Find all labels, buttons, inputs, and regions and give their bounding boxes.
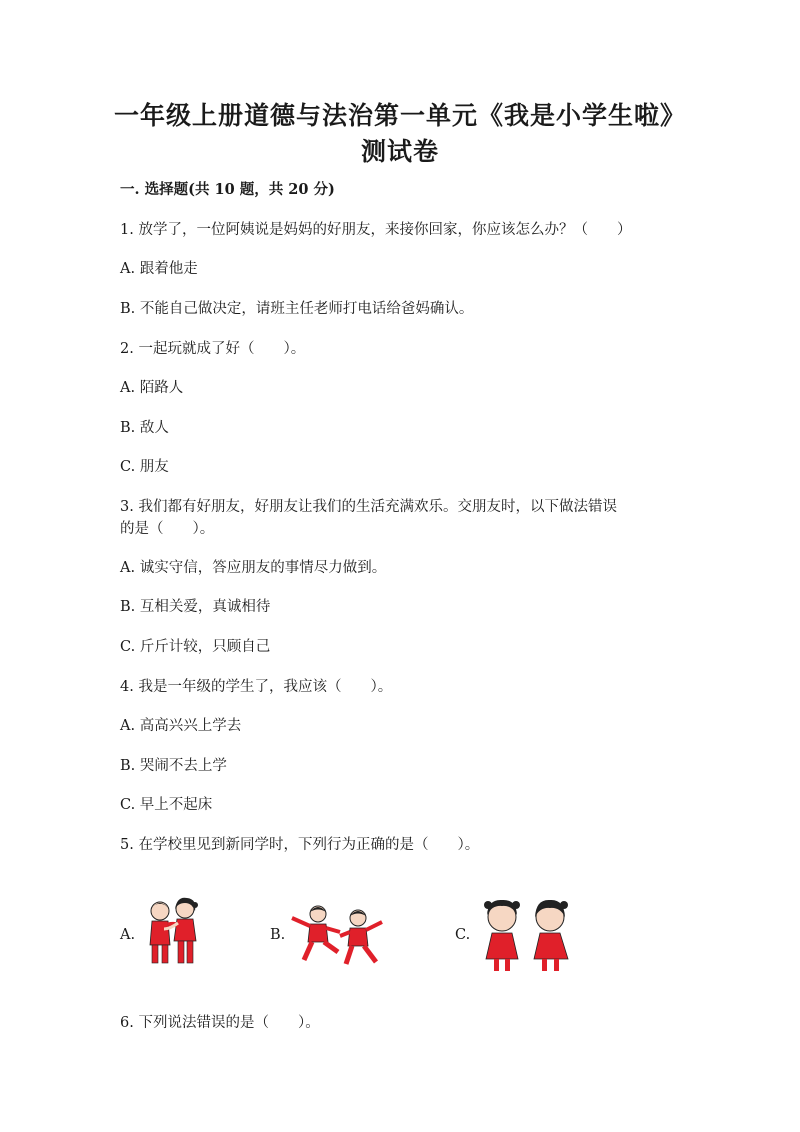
question-1-option-b: B. 不能自己做决定，请班主任老师打电话给爸妈确认。	[120, 301, 474, 317]
question-3-option-a: A. 诚实守信，答应朋友的事情尽力做到。	[120, 560, 387, 576]
two-children-hugging-icon	[140, 893, 210, 973]
question-3-option-c: C. 斤斤计较，只顾自己	[120, 639, 271, 655]
question-5-picture-label-b: B.	[270, 927, 286, 943]
question-4-option-c: C. 早上不起床	[120, 797, 213, 813]
question-3-stem-line-1: 3. 我们都有好朋友，好朋友让我们的生活充满欢乐。交朋友时，以下做法错误	[120, 499, 617, 515]
question-2-option-c: C. 朋友	[120, 459, 169, 475]
question-4-option-b: B. 哭闹不去上学	[120, 758, 227, 774]
question-2-option-b: B. 敌人	[120, 420, 169, 436]
question-6-stem: 6. 下列说法错误的是（ ）。	[120, 1015, 320, 1031]
two-children-fighting-icon	[288, 900, 388, 970]
question-2-option-a: A. 陌路人	[120, 380, 184, 396]
question-4-stem: 4. 我是一年级的学生了，我应该（ ）。	[120, 679, 393, 695]
question-5-picture-label-c: C.	[455, 927, 471, 943]
page-title: 一年级上册道德与法治第一单元《我是小学生啦》	[113, 101, 686, 130]
question-5-picture-label-a: A.	[120, 927, 136, 943]
question-4-option-a: A. 高高兴兴上学去	[120, 718, 242, 734]
question-2-stem: 2. 一起玩就成了好（ ）。	[120, 341, 306, 357]
question-1-option-a: A. 跟着他走	[120, 261, 198, 277]
two-girls-ignoring-each-other-icon	[478, 895, 578, 973]
question-3-stem-line-2: 的是（ ）。	[120, 521, 215, 537]
section-heading: 一. 选择题(共 10 题，共 20 分)	[120, 181, 335, 198]
question-1-stem: 1. 放学了，一位阿姨说是妈妈的好朋友，来接你回家，你应该怎么办？（ ）	[120, 222, 632, 238]
page-subtitle: 测试卷	[360, 137, 439, 166]
question-5-stem: 5. 在学校里见到新同学时，下列行为正确的是（ ）。	[120, 837, 480, 853]
question-3-option-b: B. 互相关爱，真诚相待	[120, 599, 271, 615]
